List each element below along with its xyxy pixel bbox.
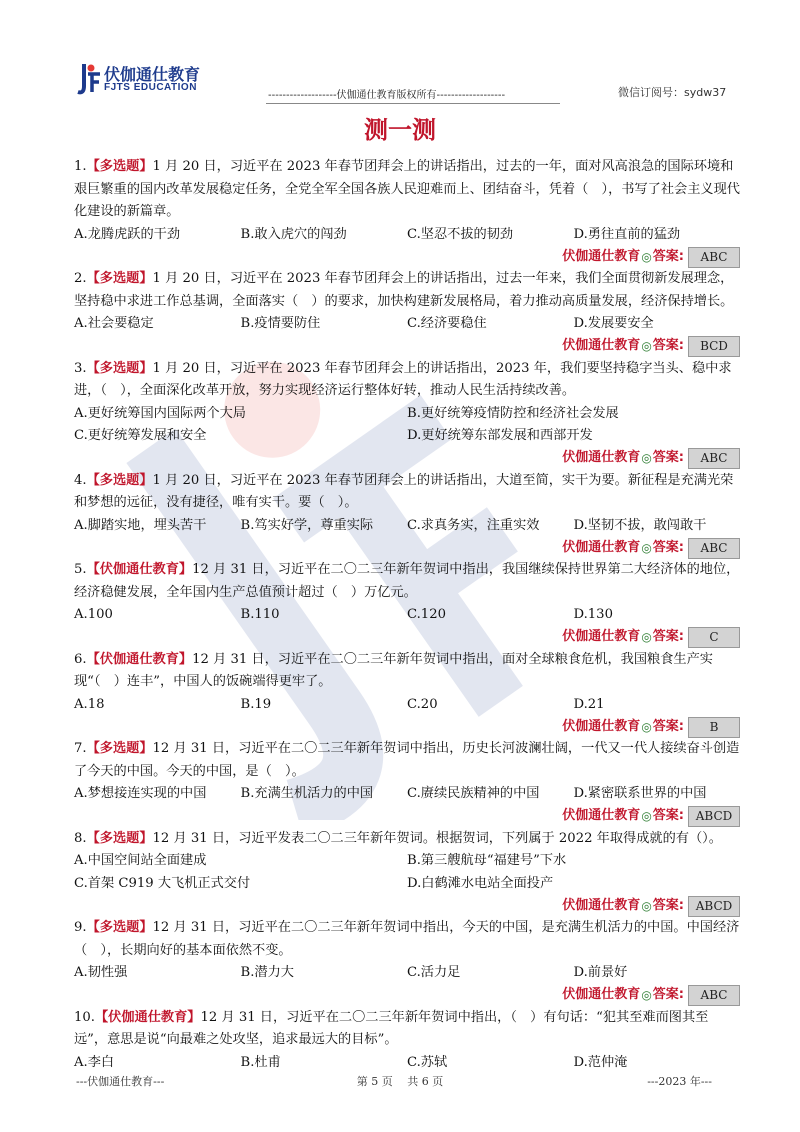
option-item: D.坚韧不拔，敢闯敢干	[573, 517, 707, 533]
answer-label: 答案:	[652, 629, 684, 645]
option-item: D.发展要安全	[573, 316, 654, 331]
bullet-circle-icon: ◎	[641, 339, 652, 354]
option-item: C.更好统筹发展和安全	[74, 428, 207, 443]
question-text	[74, 738, 740, 783]
answer-label: 答案:	[652, 718, 684, 734]
option-item: A.18	[74, 696, 105, 712]
question-stem: 1 月 20 日，习近平在 2023 年春节团拜会上的讲话指出，过去的一年，面对风高浪急的国际环境和艰巨繁重的国内改革发展稳定任务，全党全军全国各族人民迎难而上、团结奋斗，凭着（ ），书写了社会主义现代化建设的新篇章。	[74, 159, 740, 219]
question-stem: 12 月 31 日，习近平在二〇二三年新年贺词中指出，今天的中国，是充满生机活力的中国。中国经济（ ），长期向好的基本面依然不变。	[74, 920, 740, 958]
option-item: D.前景好	[573, 965, 628, 980]
option-item: D.勇往直前的猛劲	[573, 226, 681, 242]
option-item: C.赓续民族精神的中国	[407, 786, 540, 801]
bullet-circle-icon: ◎	[641, 630, 652, 645]
answer-brand: 伏伽通仕教育	[562, 808, 641, 824]
question-type-tag: 【伏伽通仕教育】	[94, 1009, 201, 1025]
option-list	[74, 515, 740, 538]
answer-brand: 伏伽通仕教育	[562, 450, 641, 466]
question-list	[74, 156, 740, 1074]
answer-brand: 伏伽通仕教育	[562, 629, 641, 645]
option-item: A.脚踏实地，埋头苦干	[74, 517, 207, 533]
answer-row	[74, 895, 740, 917]
answer-brand: 伏伽通仕教育	[562, 539, 641, 555]
option-item: A.社会要稳定	[74, 316, 154, 331]
option-item: B.笃实好学，尊重实际	[240, 517, 374, 533]
answer-label: 答案:	[652, 248, 684, 264]
answer-row	[74, 246, 740, 268]
bullet-circle-icon: ◎	[641, 249, 652, 264]
option-item: A.李白	[74, 1054, 115, 1070]
bullet-circle-icon: ◎	[641, 898, 652, 913]
footer-left: ---伏伽通仕教育---	[76, 1075, 165, 1088]
question-text	[74, 358, 740, 403]
answer-value: ABC	[688, 448, 740, 469]
question-block	[74, 358, 740, 470]
option-item: B.19	[240, 696, 272, 712]
question-stem: 12 月 31 日，习近平在二〇二三年新年贺词中指出，（ ）有句话：“犯其至难而图其至远”，意思是说“向最难之处攻坚，追求最远大的目标”。	[74, 1009, 709, 1047]
answer-value: ABCD	[688, 896, 740, 917]
question-block	[74, 559, 740, 649]
option-item: B.充满生机活力的中国	[240, 786, 374, 801]
question-block	[74, 268, 740, 358]
option-list	[74, 224, 740, 247]
option-item: B.杜甫	[240, 1054, 281, 1070]
answer-brand: 伏伽通仕教育	[562, 718, 641, 734]
question-number: 6.	[74, 651, 87, 667]
answer-brand: 伏伽通仕教育	[562, 897, 641, 913]
question-number: 5.	[74, 562, 87, 577]
question-block	[74, 470, 740, 560]
question-text	[74, 156, 740, 224]
question-type-tag: 【多选题】	[86, 159, 153, 174]
question-number: 9.	[74, 920, 87, 935]
option-item: C.活力足	[407, 965, 461, 980]
answer-label: 答案:	[652, 450, 684, 466]
question-type-tag: 【多选题】	[86, 360, 153, 376]
wechat-id: 微信订阅号：sydw37	[618, 86, 727, 99]
question-stem: 1 月 20 日，习近平在 2023 年春节团拜会上的讲话指出，大道至简，实干为要。新征程是充满光荣和梦想的远征，没有捷径，唯有实干。要（ ）。	[74, 472, 734, 510]
question-stem: 12 月 31 日，习近平在二〇二三年新年贺词中指出，我国继续保持世界第二大经济体的地位，经济稳健发展，全年国内生产总值预计超过（ ）万亿元。	[74, 562, 740, 600]
question-type-tag: 【多选题】	[86, 920, 153, 935]
option-item: A.100	[74, 607, 113, 622]
option-list	[74, 850, 740, 895]
question-text	[74, 268, 740, 313]
page-title: 测一测	[364, 116, 436, 144]
logo-cn-text: 伏伽通仕教育	[104, 65, 201, 84]
bullet-circle-icon: ◎	[641, 451, 652, 466]
answer-row	[74, 336, 740, 358]
answer-row	[74, 806, 740, 828]
option-item: A.中国空间站全面建成	[74, 853, 207, 868]
option-item: B.潜力大	[240, 965, 294, 980]
question-block	[74, 917, 740, 1007]
logo-mark-icon	[76, 62, 102, 96]
option-item: C.求真务实，注重实效	[407, 517, 540, 533]
bullet-circle-icon: ◎	[641, 540, 652, 555]
footer-year: ---2023 年---	[647, 1075, 712, 1088]
option-item: C.苏轼	[407, 1054, 448, 1070]
question-block	[74, 738, 740, 828]
question-number: 10.	[74, 1009, 95, 1025]
option-item: B.疫情要防住	[240, 316, 321, 331]
question-type-tag: 【伏伽通仕教育】	[86, 651, 193, 667]
answer-value: B	[688, 717, 740, 738]
question-text	[74, 649, 740, 694]
option-item: C.20	[407, 696, 438, 712]
question-text	[74, 559, 740, 604]
answer-label: 答案:	[652, 338, 684, 354]
option-list	[74, 962, 740, 985]
question-block	[74, 828, 740, 918]
question-number: 4.	[74, 472, 87, 488]
question-text	[74, 1007, 740, 1052]
option-list	[74, 783, 740, 806]
option-item: B.110	[240, 607, 280, 622]
option-list	[74, 403, 740, 448]
option-item: C.经济要稳住	[407, 316, 487, 331]
question-type-tag: 【多选题】	[86, 271, 153, 286]
answer-label: 答案:	[652, 539, 684, 555]
answer-brand: 伏伽通仕教育	[562, 248, 641, 264]
option-item: C.坚忍不拔的韧劲	[407, 226, 514, 242]
option-list	[74, 604, 740, 627]
option-item: A.龙腾虎跃的干劲	[74, 226, 181, 242]
option-item: A.更好统筹国内国际两个大局	[74, 405, 246, 421]
answer-value: ABCD	[688, 806, 740, 827]
question-text	[74, 470, 740, 515]
option-item: D.范仲淹	[573, 1054, 628, 1070]
question-text	[74, 917, 740, 962]
answer-row	[74, 537, 740, 559]
question-number: 8.	[74, 830, 87, 846]
logo-en-text: FJTS EDUCATION	[104, 82, 197, 93]
brand-logo	[70, 58, 210, 102]
bullet-circle-icon: ◎	[641, 809, 652, 824]
question-stem: 12 月 31 日，习近平发表二〇二三年新年贺词。根据贺词，下列属于 2022 年取得成就的有（）。	[152, 830, 722, 846]
bullet-circle-icon: ◎	[641, 988, 652, 1003]
answer-brand: 伏伽通仕教育	[562, 338, 641, 354]
copyright-line: -------------------伏伽通仕教育版权所有-------------------	[268, 90, 506, 101]
answer-value: ABC	[688, 538, 740, 559]
question-stem: 12 月 31 日，习近平在二〇二三年新年贺词中指出，面对全球粮食危机，我国粮食生产实现“（ ）连丰”，中国人的饭碗端得更牢了。	[74, 651, 713, 689]
answer-label: 答案:	[652, 897, 684, 913]
answer-brand: 伏伽通仕教育	[562, 987, 641, 1003]
answer-row	[74, 448, 740, 470]
option-item: A.梦想接连实现的中国	[74, 786, 207, 801]
option-item: D.更好统筹东部发展和西部开发	[407, 428, 593, 443]
option-list	[74, 1052, 740, 1075]
option-item: D.紧密联系世界的中国	[573, 786, 707, 801]
question-stem: 1 月 20 日，习近平在 2023 年春节团拜会上的讲话指出，2023 年，我们要坚持稳字当头、稳中求进，（ ），全面深化改革开放，努力实现经济运行整体好转，推动人民生活持续改善。	[74, 360, 732, 398]
question-block	[74, 1007, 740, 1075]
question-block	[74, 156, 740, 268]
answer-row	[74, 716, 740, 738]
question-stem: 12 月 31 日，习近平在二〇二三年新年贺词中指出，历史长河波澜壮阔，一代又一代人接续奋斗创造了今天的中国。今天的中国，是（ ）。	[74, 741, 740, 779]
option-item: D.21	[573, 696, 605, 712]
question-type-tag: 【多选题】	[86, 830, 153, 846]
question-number: 7.	[74, 741, 87, 756]
option-list	[74, 313, 740, 336]
option-item: C.120	[407, 607, 446, 622]
answer-row	[74, 985, 740, 1007]
question-number: 1.	[74, 159, 87, 174]
answer-value: BCD	[688, 336, 740, 357]
question-stem: 1 月 20 日，习近平在 2023 年春节团拜会上的讲话指出，过去一年来，我们全面贯彻新发展理念，坚持稳中求进工作总基调，全面落实（ ）的要求，加快构建新发展格局，着力推动高质量发展，经济保持增长。	[74, 271, 734, 309]
option-item: D.白鹤滩水电站全面投产	[407, 875, 554, 891]
answer-value: ABC	[688, 985, 740, 1006]
option-item: B.第三艘航母“福建号”下水	[407, 853, 567, 868]
answer-label: 答案:	[652, 808, 684, 824]
option-item: A.韧性强	[74, 965, 128, 980]
question-type-tag: 【多选题】	[86, 741, 153, 756]
question-type-tag: 【多选题】	[86, 472, 153, 488]
page-number: 第 5 页 共 6 页	[356, 1075, 444, 1088]
page-header	[70, 58, 750, 108]
question-number: 3.	[74, 360, 87, 376]
option-item: B.更好统筹疫情防控和经济社会发展	[407, 405, 619, 421]
option-item: C.首架 C919 大飞机正式交付	[74, 875, 251, 891]
answer-value: C	[688, 627, 740, 648]
option-item: B.敢入虎穴的闯劲	[240, 226, 347, 242]
answer-label: 答案:	[652, 987, 684, 1003]
header-divider	[266, 103, 560, 104]
bullet-circle-icon: ◎	[641, 719, 652, 734]
question-number: 2.	[74, 271, 87, 286]
answer-value: ABC	[688, 247, 740, 268]
option-item: D.130	[573, 607, 613, 622]
question-type-tag: 【伏伽通仕教育】	[86, 562, 193, 577]
question-block	[74, 649, 740, 739]
answer-row	[74, 627, 740, 649]
question-text	[74, 828, 740, 851]
option-list	[74, 694, 740, 717]
